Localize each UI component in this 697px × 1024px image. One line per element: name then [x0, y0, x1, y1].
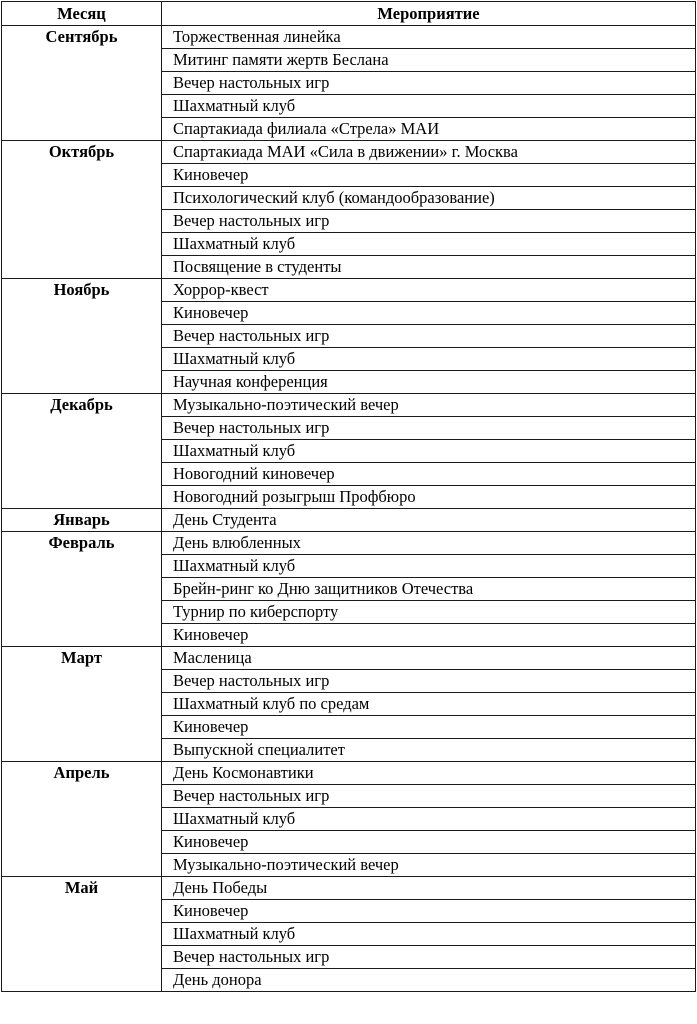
- event-cell: Посвящение в студенты: [162, 256, 696, 279]
- event-column-header: Мероприятие: [162, 2, 696, 26]
- event-cell: Шахматный клуб: [162, 95, 696, 118]
- month-cell: Апрель: [2, 762, 162, 877]
- event-cell: Вечер настольных игр: [162, 325, 696, 348]
- month-cell: Февраль: [2, 532, 162, 647]
- event-cell: Шахматный клуб: [162, 555, 696, 578]
- events-schedule-table: [1, 1, 696, 992]
- event-cell: Киновечер: [162, 624, 696, 647]
- event-cell: Шахматный клуб: [162, 808, 696, 831]
- event-cell: Музыкально-поэтический вечер: [162, 854, 696, 877]
- event-cell: Шахматный клуб: [162, 923, 696, 946]
- event-cell: Вечер настольных игр: [162, 210, 696, 233]
- table-header: [2, 2, 696, 26]
- event-cell: Шахматный клуб: [162, 233, 696, 256]
- event-cell: Вечер настольных игр: [162, 946, 696, 969]
- event-cell: Вечер настольных игр: [162, 417, 696, 440]
- event-cell: Торжественная линейка: [162, 26, 696, 49]
- event-cell: Вечер настольных игр: [162, 670, 696, 693]
- event-cell: Масленица: [162, 647, 696, 670]
- event-cell: Митинг памяти жертв Беслана: [162, 49, 696, 72]
- event-cell: Шахматный клуб: [162, 440, 696, 463]
- table-body: [2, 26, 696, 992]
- table-row: [2, 762, 696, 785]
- month-cell: Май: [2, 877, 162, 992]
- event-cell: День влюбленных: [162, 532, 696, 555]
- event-cell: Киновечер: [162, 831, 696, 854]
- event-cell: Музыкально-поэтический вечер: [162, 394, 696, 417]
- event-cell: Киновечер: [162, 164, 696, 187]
- month-cell: Январь: [2, 509, 162, 532]
- month-cell: Декабрь: [2, 394, 162, 509]
- month-cell: Октябрь: [2, 141, 162, 279]
- event-cell: День Космонавтики: [162, 762, 696, 785]
- event-cell: Спартакиада филиала «Стрела» МАИ: [162, 118, 696, 141]
- event-cell: Выпускной специалитет: [162, 739, 696, 762]
- event-cell: День Студента: [162, 509, 696, 532]
- table-row: [2, 509, 696, 532]
- table-row: [2, 877, 696, 900]
- table-row: [2, 141, 696, 164]
- event-cell: Шахматный клуб: [162, 348, 696, 371]
- event-cell: Хоррор-квест: [162, 279, 696, 302]
- event-cell: Брейн-ринг ко Дню защитников Отечества: [162, 578, 696, 601]
- event-cell: Киновечер: [162, 900, 696, 923]
- month-cell: Сентябрь: [2, 26, 162, 141]
- table-row: [2, 279, 696, 302]
- event-cell: День Победы: [162, 877, 696, 900]
- month-column-header: Месяц: [2, 2, 162, 26]
- event-cell: Вечер настольных игр: [162, 72, 696, 95]
- month-cell: Март: [2, 647, 162, 762]
- event-cell: Новогодний розыгрыш Профбюро: [162, 486, 696, 509]
- event-cell: Киновечер: [162, 302, 696, 325]
- table-row: [2, 26, 696, 49]
- table-row: [2, 394, 696, 417]
- event-cell: Вечер настольных игр: [162, 785, 696, 808]
- event-cell: Спартакиада МАИ «Сила в движении» г. Москва: [162, 141, 696, 164]
- table-row: [2, 532, 696, 555]
- event-cell: Шахматный клуб по средам: [162, 693, 696, 716]
- event-cell: Научная конференция: [162, 371, 696, 394]
- event-cell: День донора: [162, 969, 696, 992]
- event-cell: Новогодний киновечер: [162, 463, 696, 486]
- event-cell: Киновечер: [162, 716, 696, 739]
- event-cell: Психологический клуб (командообразование): [162, 187, 696, 210]
- event-cell: Турнир по киберспорту: [162, 601, 696, 624]
- header-row: [2, 2, 696, 26]
- table-row: [2, 647, 696, 670]
- month-cell: Ноябрь: [2, 279, 162, 394]
